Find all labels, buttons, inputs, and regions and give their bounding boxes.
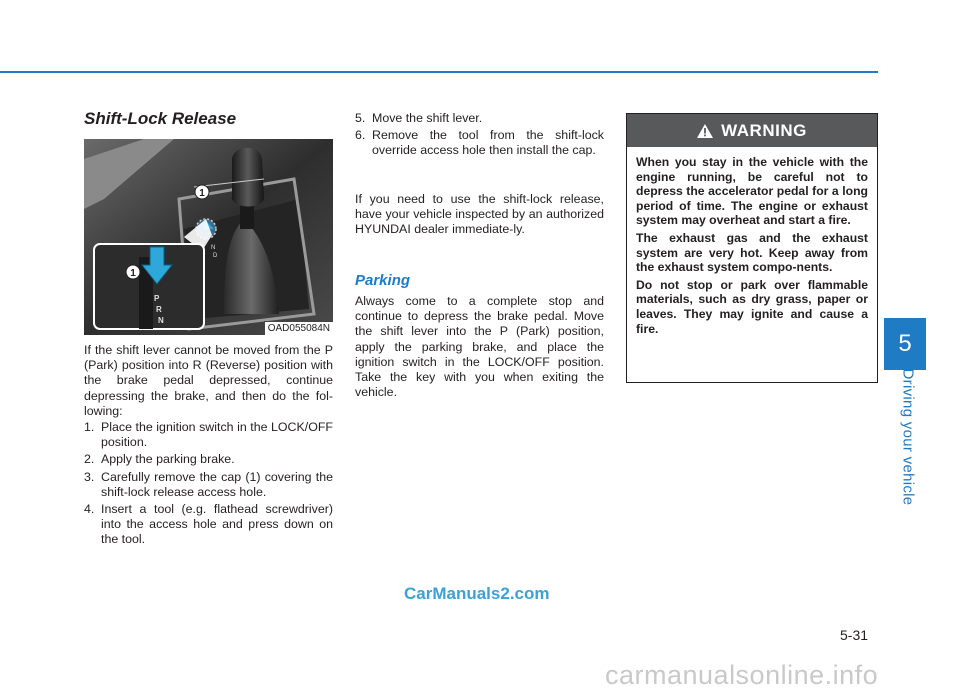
gear-n-label-small: N bbox=[211, 245, 216, 251]
list-item bbox=[84, 420, 333, 450]
page-number: 5-31 bbox=[840, 627, 869, 643]
list-item bbox=[84, 470, 333, 500]
shift-lock-heading: Shift-Lock Release bbox=[84, 109, 237, 128]
step-text: Apply the parking brake. bbox=[101, 452, 235, 467]
step-number: 4. bbox=[84, 502, 95, 517]
list-item bbox=[355, 128, 604, 158]
gear-n-label: N bbox=[158, 316, 164, 325]
image-caption: OAD055084N bbox=[264, 321, 333, 335]
warning-triangle-icon bbox=[697, 124, 713, 138]
gear-d-label-small: D bbox=[213, 253, 218, 259]
list-item bbox=[355, 111, 604, 126]
step-number: 1. bbox=[84, 420, 95, 434]
step-number: 5. bbox=[355, 111, 366, 125]
watermark-top[interactable]: CarManuals2.com bbox=[404, 584, 550, 603]
warning-body bbox=[627, 147, 877, 336]
step-text: Place the ignition switch in the LOCK/OFF position. bbox=[101, 420, 333, 450]
step-number: 2. bbox=[84, 452, 95, 467]
watermark-bottom: carmanualsonline.info bbox=[605, 660, 879, 690]
callout-1-inset-label: 1 bbox=[130, 268, 136, 279]
list-item bbox=[84, 502, 333, 548]
steps-list-part2 bbox=[355, 111, 604, 161]
gear-r-label: R bbox=[156, 305, 162, 314]
steps-list-part1 bbox=[84, 420, 333, 550]
warning-paragraph: Do not stop or park over flammable materials, such as dry grass, paper or leaves. They may ignite and cause a fire. bbox=[636, 277, 868, 336]
shift-lever-photo bbox=[84, 139, 333, 335]
shift-lock-intro: If the shift lever cannot be moved from the P (Park) position into R (Reverse) position with the brake pedal depressed, continue depressing the brake, and then do the fol-lowing: bbox=[84, 343, 333, 418]
step-text: Remove the tool from the shift-lock override access hole then install the cap. bbox=[372, 128, 604, 158]
warning-title: WARNING bbox=[721, 120, 807, 140]
header-rule bbox=[0, 71, 878, 73]
gear-p-label: P bbox=[154, 294, 160, 303]
step-text: Move the shift lever. bbox=[372, 111, 483, 125]
callout-1-label: 1 bbox=[199, 188, 205, 199]
shift-lever-illustration bbox=[84, 139, 333, 335]
warning-header bbox=[627, 114, 877, 147]
parking-heading: Parking bbox=[355, 272, 411, 289]
inspection-note: If you need to use the shift-lock release, have your vehicle inspected by an authorized HYUNDAI dealer immediate-ly. bbox=[355, 192, 604, 237]
parking-text: Always come to a complete stop and continue to depress the brake pedal. Move the shift lever into the P (Park) position, apply the parking brake, and place the ignition switch in the LOCK/OFF position. Take the key with you when exiting the vehicle. bbox=[355, 294, 604, 400]
chapter-label-text: Driving your vehicle bbox=[899, 368, 917, 506]
list-item bbox=[84, 452, 333, 467]
warning-paragraph: The exhaust gas and the exhaust system are very hot. Keep away from the exhaust system compo-nents. bbox=[636, 230, 868, 275]
chapter-label bbox=[899, 368, 917, 506]
step-text: Insert a tool (e.g. flathead screwdriver) into the access hole and press down on the tool. bbox=[101, 502, 333, 547]
chapter-tab[interactable]: 5 bbox=[884, 318, 926, 370]
warning-box bbox=[626, 113, 878, 383]
step-number: 3. bbox=[84, 469, 95, 484]
step-text: Carefully remove the cap (1) covering the shift-lock release access hole. bbox=[101, 469, 333, 499]
warning-paragraph: When you stay in the vehicle with the engine running, be careful not to depress the accelerator pedal for a long period of time. The engine or exhaust system may overheat and start a fire. bbox=[636, 155, 868, 228]
step-number: 6. bbox=[355, 128, 366, 143]
